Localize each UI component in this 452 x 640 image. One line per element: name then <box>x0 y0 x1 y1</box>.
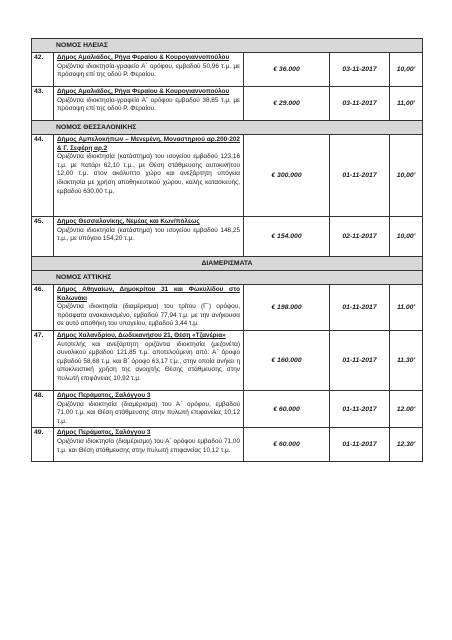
starting-price: € 60.000 <box>244 428 330 462</box>
auction-time: 11.30' <box>390 330 423 390</box>
table-row <box>32 390 423 427</box>
table-row <box>32 135 423 217</box>
auction-time: 10,00' <box>390 217 423 257</box>
property-location: Δήμος Θεσσαλονίκης, Νεμέας και Κων/πόλεως <box>57 218 200 225</box>
property-details: Οριζόντια ιδιοκτησία (διαμέρισμα) του Α΄ ορόφου εμβαδού 71,00 τ.μ. και Θέση στάθμευσης στην πυλωτή επιφανείας 10,12 τ.μ. <box>57 437 240 454</box>
property-location: Δήμος Περάματος, Σαλόγγου 3 <box>57 391 151 399</box>
auction-time: 11.00' <box>390 285 423 331</box>
property-details: Οριζόντια ιδιοκτησία (κατάστημα) του ισογείου εμβαδού 148,25 τ.μ., με υπόγειο 154,20 τ.μ. <box>57 226 240 243</box>
auction-listing-table <box>31 38 423 462</box>
table-row <box>32 87 423 121</box>
starting-price: € 160.000 <box>244 330 330 390</box>
property-location: Δήμος Αθηναίων, Δημοκρίτου 31 και Φωκυλίδου στο Κολωνάκι <box>57 286 240 302</box>
auction-date: 01-11-2017 <box>330 390 390 427</box>
table-row <box>32 217 423 257</box>
auction-date: 03-11-2017 <box>330 87 390 121</box>
property-details: Οριζόντια ιδιοκτησία-γραφείο Α΄ ορόφου, εμβαδού 50,96 τ.μ. με πρόσοψη επί της οδού Ρ. Φεραίου. <box>57 62 240 79</box>
property-location: Δήμος Χαλανδρίου, Δωδεκανήσου 21, Θέση «Τζανέρια» <box>57 331 226 339</box>
property-description <box>54 285 244 331</box>
section-title: ΔΙΑΜΕΡΙΣΜΑΤΑ <box>32 257 423 271</box>
starting-price: € 300.000 <box>244 135 330 217</box>
property-description <box>54 330 244 390</box>
section-header-row <box>32 121 423 135</box>
property-location: Δήμος Περάματος, Σαλόγγου 3 <box>57 429 151 437</box>
property-details: Οριζόντια ιδιοκτησία-γραφείο Α΄ ορόφου εμβαδού 38,85 τ.μ. με πρόσοψη επί της οδού Ρ. Φεραίου. <box>57 96 240 113</box>
property-location: Δήμος Αμαλιάδος, Ρήγα Φεραίου & Κουρογιαννοπούλου <box>57 88 230 95</box>
table-row <box>32 53 423 87</box>
property-location: Δήμος Αμαλιάδος, Ρήγα Φεραίου & Κουρογιαννοπούλου <box>57 54 230 61</box>
auction-date: 01-11-2017 <box>330 428 390 462</box>
section-title: ΝΟΜΟΣ ΘΕΣΣΑΛΟΝΙΚΗΣ <box>32 121 423 135</box>
section-header-row <box>32 271 423 285</box>
auction-time: 11,00' <box>390 87 423 121</box>
property-details: Οριζόντια ιδιοκτησία (κατάστημα) του ισογείου εμβαδού 123,16 τ.μ. με πατάρι 62,10 τ.μ., με Θέση στάθμευσης αυτοκινήτου 12,00 τ.μ. στον ακάλυπτο χώρο και ανεξάρτητη υπόγεια ιδιοκτησία με χρήση αποθηκευτικού χώρου, καλής κατασκευής, εμβαδού 630,00 τ.μ. <box>57 153 240 195</box>
auction-date: 01-11-2017 <box>330 135 390 217</box>
property-details: Οριζόντια ιδιοκτησία (διαμέρισμα) του τρίτου (Γ΄) ορόφου, πρόσφατα ανακαινισμένο, εμβαδού 77,94 τ.μ. με την ανήκουσα σε αυτό αποθήκη του υπογείου, εμβαδού 3,44 τ.μ. <box>57 303 240 328</box>
starting-price: € 198.000 <box>244 285 330 331</box>
property-location: Δήμος Αμπελοκήπων – Μενεμένη, Μοναστηριού αρ.200-202 & Γ. Σεφέρη αρ.2 <box>57 136 240 152</box>
auction-date: 02-11-2017 <box>330 217 390 257</box>
table-row <box>32 428 423 462</box>
section-title: ΝΟΜΟΣ ΗΛΕΙΑΣ <box>32 39 423 53</box>
auction-time: 10,00' <box>390 135 423 217</box>
property-description <box>54 390 244 427</box>
item-number: 48. <box>32 390 54 427</box>
starting-price: € 154.000 <box>244 217 330 257</box>
property-details: Αυτοτελής και ανεξάρτητη οριζόντια ιδιοκτησία (μεζονέτα) συνολικού εμβαδού 121,85 τ.μ. αποτελούμενη από: Α΄ όροφο εμβαδού 58,68 τ.μ. και Β΄ όροφο 63,17 τ.μ., στην οποία ανήκει η αποκλειστική χρήση της ανοιχτής Θέσης στάθμευσης στην πυλωτή επιφάνειας 10,92 τ.μ. <box>57 340 240 382</box>
starting-price: € 60.000 <box>244 390 330 427</box>
item-number: 45. <box>32 217 54 257</box>
section-title: ΝΟΜΟΣ ΑΤΤΙΚΗΣ <box>32 271 423 285</box>
property-details: Οριζόντια ιδιοκτησία (διαμέρισμα) του Α΄ ορόφου, εμβαδού 71,00 τ.μ. και Θέση στάθμευσης στην πυλωτή επιφανείας 10,12 τ.μ. <box>57 400 240 425</box>
auction-date: 01-11-2017 <box>330 285 390 331</box>
item-number: 44. <box>32 135 54 217</box>
starting-price: € 29.000 <box>244 87 330 121</box>
section-header-row <box>32 39 423 53</box>
property-description <box>54 87 244 121</box>
auction-time: 12.00' <box>390 390 423 427</box>
property-description <box>54 217 244 257</box>
item-number: 43. <box>32 87 54 121</box>
item-number: 46. <box>32 285 54 331</box>
auction-time: 12.30' <box>390 428 423 462</box>
item-number: 49. <box>32 428 54 462</box>
auction-time: 10,00' <box>390 53 423 87</box>
starting-price: € 36.000 <box>244 53 330 87</box>
property-description <box>54 53 244 87</box>
auction-date: 03-11-2017 <box>330 53 390 87</box>
section-header-row <box>32 257 423 271</box>
table-row <box>32 330 423 390</box>
item-number: 47. <box>32 330 54 390</box>
item-number: 42. <box>32 53 54 87</box>
auction-date: 01-11-2017 <box>330 330 390 390</box>
property-description <box>54 135 244 217</box>
property-description <box>54 428 244 462</box>
table-row <box>32 285 423 331</box>
